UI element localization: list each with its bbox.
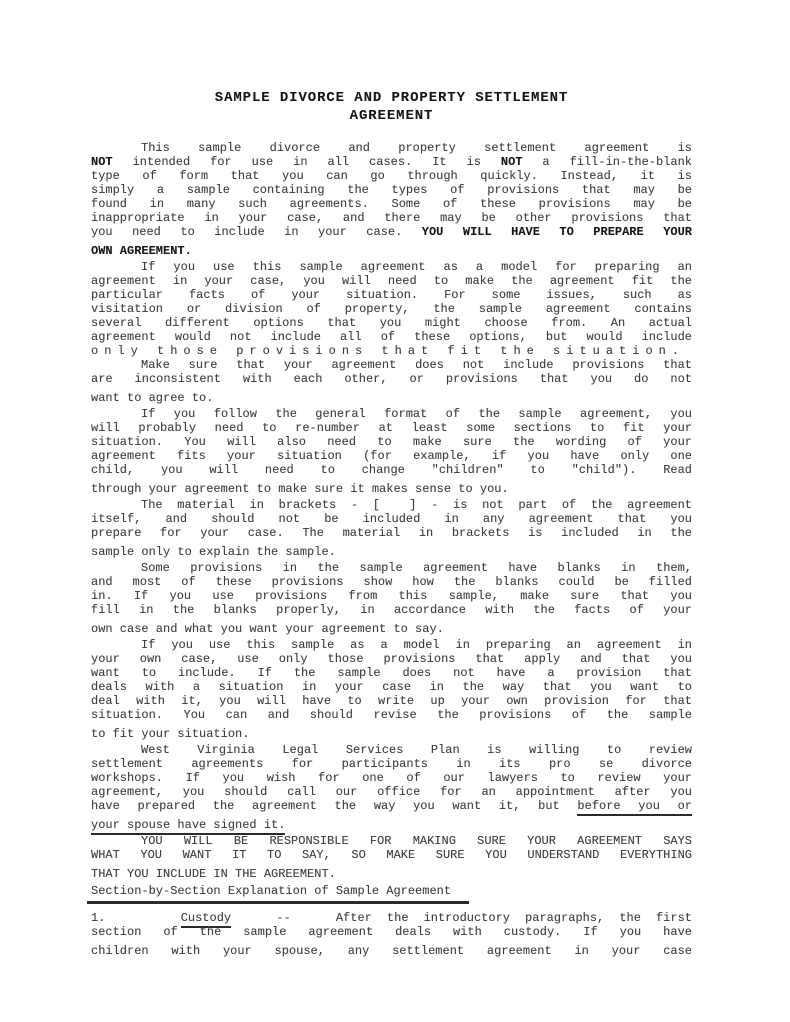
text-run: workshops. If you wish for one of our lawyers to review your [91, 771, 692, 785]
text-run: YOU WILL BE RESPONSIBLE FOR MAKING SURE YOUR AGREEMENT SAYS [141, 834, 692, 848]
text-run: type of form that you can go through quickly. Instead, it is [91, 169, 692, 183]
material-in-brackets [91, 498, 692, 559]
text-line [91, 708, 692, 722]
bold-text: NOT [91, 155, 113, 169]
text-run: will probably need to re-number at least some sections to fit your [91, 421, 692, 435]
text-line [91, 141, 692, 155]
text-run: have prepared the agreement the way you want it, but [91, 799, 578, 813]
text-run: intended for use in all cases. It is [112, 155, 501, 169]
text-run: WHAT YOU WANT IT TO SAY, SO MAKE SURE YOU UNDERSTAND EVERYTHING [91, 848, 692, 862]
text-line [91, 785, 692, 799]
bold-text: OWN AGREEMENT. [91, 244, 192, 258]
bold-text: YOU WILL HAVE TO PREPARE YOUR [421, 225, 692, 239]
text-line [91, 526, 692, 540]
legal-services-review [91, 743, 692, 832]
text-line [91, 680, 692, 694]
text-line [91, 372, 692, 386]
text-line [91, 183, 692, 197]
text-run: The material in brackets - [ ] - is not part of the agreement [141, 498, 692, 512]
text-run: you need to include in your case. [91, 225, 422, 239]
text-run: are inconsistent with each other, or provisions that you do not [91, 372, 692, 386]
text-run: deal with it, you will have to write up your own provision for that [91, 694, 692, 708]
renumber-sections [91, 407, 692, 496]
text-line [91, 197, 692, 211]
text-line [91, 638, 692, 652]
text-line [91, 435, 692, 449]
text-run: only those provisions that fit the situation. [91, 344, 686, 358]
text-line [91, 603, 692, 617]
text-run: If you use this sample as a model in preparing an agreement in [141, 638, 692, 652]
custody-explanation [91, 911, 692, 958]
text-run: Make sure that your agreement does not include provisions that [141, 358, 692, 372]
text-line [91, 694, 692, 708]
text-run: sample only to explain the sample. [91, 545, 336, 559]
text-line [91, 211, 692, 225]
text-run: agreement would not include all of these options, but would include [91, 330, 692, 344]
text-run: prepare for your case. The material in brackets is included in the [91, 526, 692, 540]
text-run: fill in the blanks properly, in accordance with the facts of your [91, 603, 692, 617]
text-run: section of the sample agreement deals with custody. If you have [91, 925, 692, 939]
text-run: own case and what you want your agreement to say. [91, 622, 444, 636]
intro-not-fill-in-blank [91, 141, 692, 258]
text-line [91, 169, 692, 183]
text-run: and most of these provisions show how the blanks could be filled [91, 575, 692, 589]
section-by-section-heading [91, 884, 692, 905]
text-line [91, 316, 692, 330]
text-line [91, 589, 692, 603]
text-run: several different options that you might choose from. An actual [91, 316, 692, 330]
text-run: to fit your situation. [91, 727, 250, 741]
text-line [91, 666, 692, 680]
text-run: If you use this sample agreement as a model for preparing an [141, 260, 692, 274]
text-line [91, 155, 692, 169]
text-run: simply a sample containing the types of provisions that may be [91, 183, 692, 197]
text-run: 1. [91, 911, 181, 925]
text-line [91, 834, 692, 848]
underlined-text: your spouse have signed it. [91, 818, 285, 835]
text-line [91, 330, 692, 344]
bold-text: NOT [500, 155, 523, 169]
text-run: your own case, use only those provisions that apply and that you [91, 652, 692, 666]
text-line [91, 288, 692, 302]
text-line [91, 463, 692, 477]
text-line [91, 561, 692, 575]
text-line [91, 407, 692, 421]
text-run: a fill-in-the-blank [522, 155, 692, 169]
text-line [91, 344, 692, 358]
text-line [91, 302, 692, 316]
title-line-1: SAMPLE DIVORCE AND PROPERTY SETTLEMENT [214, 90, 569, 106]
text-run: THAT YOU INCLUDE IN THE AGREEMENT. [91, 867, 336, 881]
text-run: found in many such agreements. Some of these provisions may be [91, 197, 692, 211]
text-line [91, 944, 692, 958]
text-line [91, 743, 692, 757]
underlined-text: before you or [577, 799, 692, 816]
text-line [91, 848, 692, 862]
text-line [91, 498, 692, 512]
text-line [91, 575, 692, 589]
consistent-provisions [91, 358, 692, 405]
blanks-in-provisions [91, 561, 692, 636]
text-line [91, 225, 692, 239]
text-line [91, 757, 692, 771]
text-line [91, 449, 692, 463]
text-line [91, 799, 692, 813]
text-run: inappropriate in your case, and there may be other provisions that [91, 211, 692, 225]
text-line [91, 512, 692, 526]
text-line [91, 911, 692, 925]
text-run: want to agree to. [91, 391, 214, 405]
document-blocks [91, 141, 692, 958]
text-line [91, 260, 692, 274]
text-line [91, 274, 692, 288]
text-run: situation. You can and should revise the provisions of the sample [91, 708, 692, 722]
text-run: particular facts of your situation. For some issues, such as [91, 288, 692, 302]
text-line [91, 358, 692, 372]
model-fit-your-situation [91, 260, 692, 358]
text-run: agreement fits your situation (for example, if you have only one [91, 449, 692, 463]
text-run: visitation or division of property, the sample agreement contains [91, 302, 692, 316]
text-run: Some provisions in the sample agreement have blanks in them, [141, 561, 692, 575]
text-run: West Virginia Legal Services Plan is willing to review [141, 743, 692, 757]
text-run: -- After the introductory paragraphs, the first [231, 911, 692, 925]
heading-text: Section-by-Section Explanation of Sample Agreement [87, 884, 469, 904]
responsibility-notice [91, 834, 692, 881]
text-run: children with your spouse, any settlement agreement in your case [91, 944, 692, 958]
title-line-2: AGREEMENT [349, 108, 434, 124]
text-run: settlement agreements for participants in its pro se divorce [91, 757, 692, 771]
underlined-text: Custody [181, 911, 231, 928]
text-run: situation. You will also need to make sure the wording of your [91, 435, 692, 449]
text-line [91, 771, 692, 785]
text-run: agreement in your case, you will need to make the agreement fit the [91, 274, 692, 288]
text-run: If you follow the general format of the sample agreement, you [141, 407, 692, 421]
revise-provisions [91, 638, 692, 741]
text-run: want to include. If the sample does not have a provision that [91, 666, 692, 680]
text-run: through your agreement to make sure it makes sense to you. [91, 482, 509, 496]
document-content [91, 89, 692, 958]
text-run: child, you will need to change "children" to "child"). Read [91, 463, 692, 477]
text-run: in. If you use provisions from this sample, make sure that you [91, 589, 692, 603]
text-line [91, 421, 692, 435]
text-run: agreement, you should call our office for an appointment after you [91, 785, 692, 799]
text-run: deals with a situation in your case in the way that you want to [91, 680, 692, 694]
text-line [91, 925, 692, 939]
text-run: itself, and should not be included in any agreement that you [91, 512, 692, 526]
text-run: This sample divorce and property settlement agreement is [141, 141, 692, 155]
document-title [91, 89, 692, 125]
text-line [91, 652, 692, 666]
